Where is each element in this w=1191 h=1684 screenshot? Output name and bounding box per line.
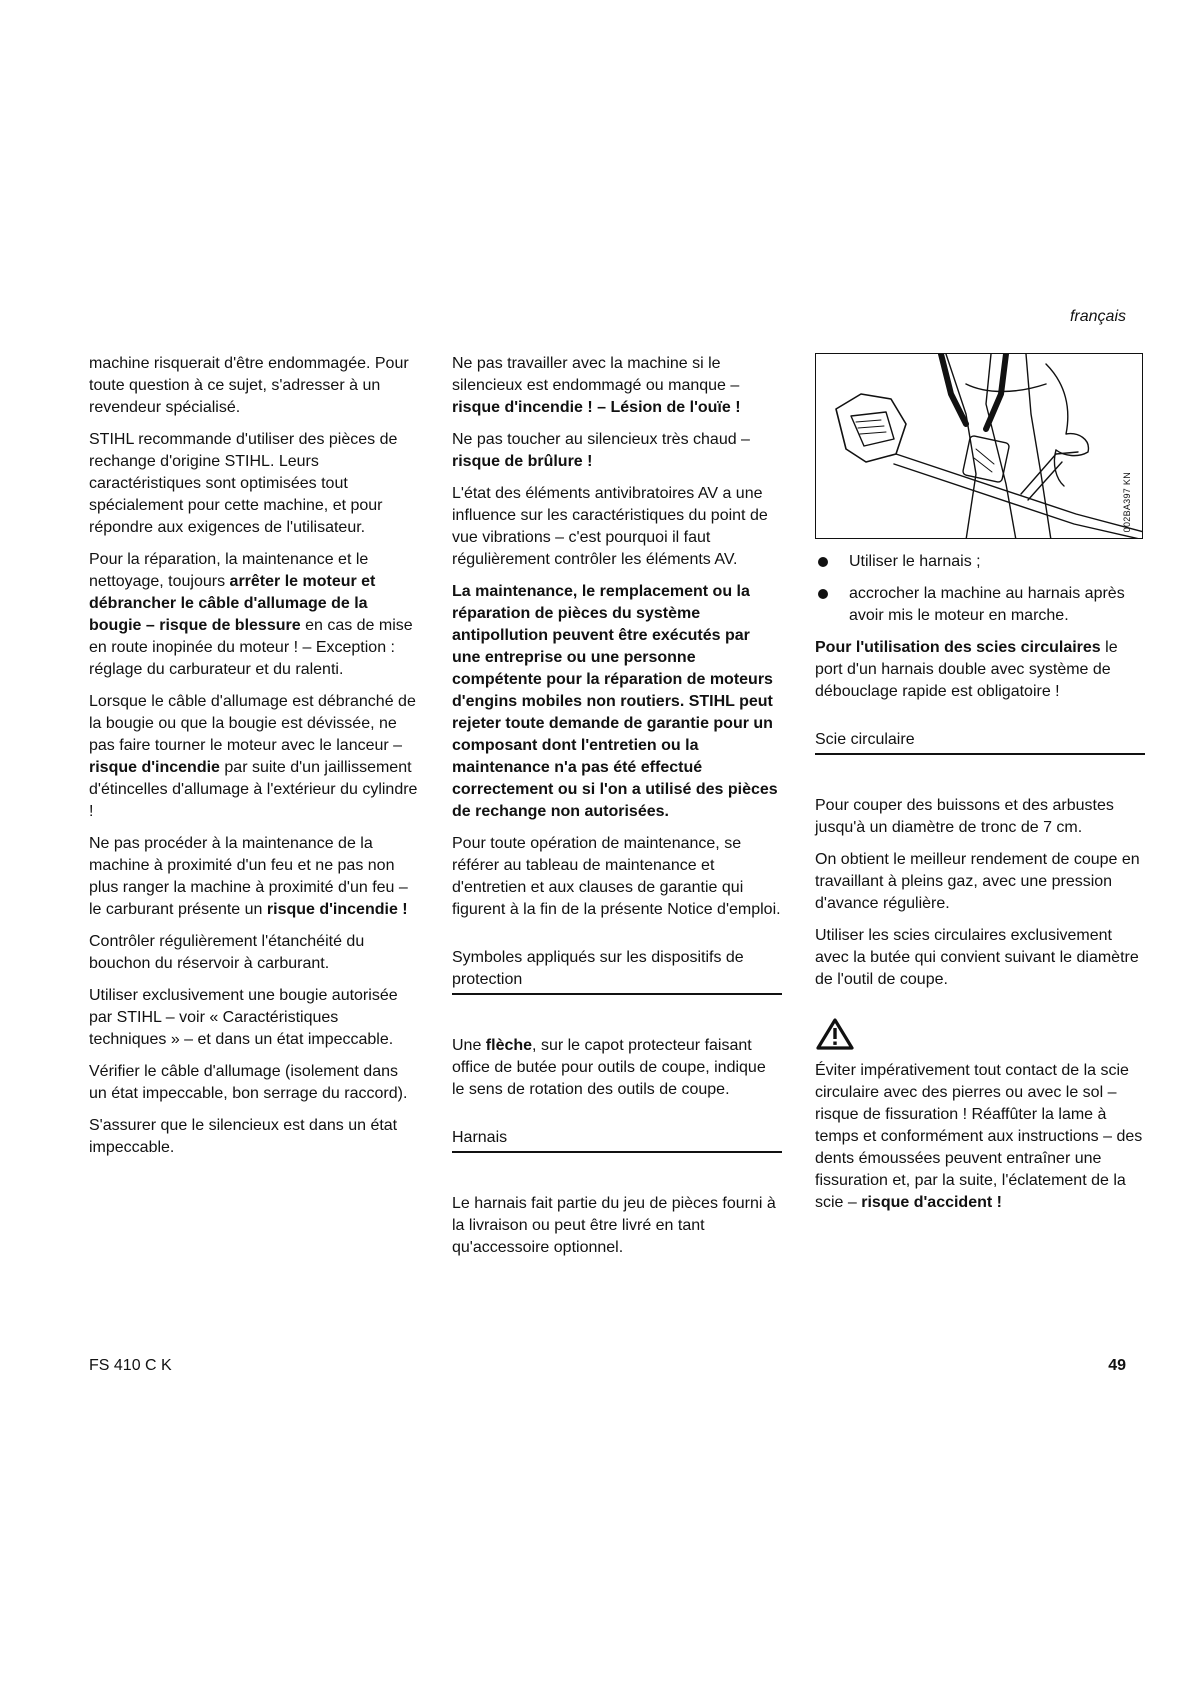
text: Lorsque le câble d'allumage est débranché de la bougie ou que la bougie est dévissée, ne pas faire tourner le moteur avec le lanceur – bbox=[89, 693, 416, 754]
column-3 bbox=[815, 353, 1145, 1224]
paragraph bbox=[452, 581, 782, 823]
bold-text: risque d'incendie ! bbox=[266, 901, 408, 918]
page-language: français bbox=[1069, 308, 1126, 325]
text: Ne pas travailler avec la machine si le silencieux est endommagé ou manque – bbox=[452, 355, 740, 394]
bold-text: risque d'incendie ! – Lésion de l'ouïe ! bbox=[452, 399, 741, 416]
paragraph: STIHL recommande d'utiliser des pièces de rechange d'origine STIHL. Leurs caractéristiques sont optimisées tout spécialement pour cette machine, et pour répondre aux exigences de l'utilisateur. bbox=[89, 431, 398, 536]
paragraph: Le harnais fait partie du jeu de pièces fourni à la livraison ou peut être livré en tant qu'accessoire optionnel. bbox=[452, 1195, 776, 1256]
section-heading-harness: Harnais bbox=[452, 1127, 782, 1153]
paragraph bbox=[89, 691, 419, 823]
text: en cas de mise en route inopinée du moteur ! – Exception : réglage du carburateur et du ralenti. bbox=[89, 617, 413, 678]
paragraph: S'assurer que le silencieux est dans un état impeccable. bbox=[89, 1117, 398, 1156]
paragraph: Pour toute opération de maintenance, se référer au tableau de maintenance et d'entretien et aux clauses de garantie qui figurent à la fin de la présente Notice d'emploi. bbox=[452, 835, 781, 918]
paragraph bbox=[815, 1060, 1145, 1214]
footer-model: FS 410 C K bbox=[89, 1357, 172, 1374]
paragraph bbox=[452, 429, 782, 473]
list-item bbox=[815, 583, 1145, 627]
paragraph: machine risquerait d'être endommagée. Pour toute question à ce sujet, s'adresser à un revendeur spécialisé. bbox=[89, 355, 409, 416]
bold-text: risque d'accident ! bbox=[861, 1194, 1002, 1211]
bold-text: flèche bbox=[485, 1037, 533, 1054]
figure-code: 002BA397 KN bbox=[1122, 471, 1132, 532]
harness-illustration bbox=[815, 353, 1143, 539]
section-heading-circular-saw: Scie circulaire bbox=[815, 729, 1145, 755]
bold-text: risque d'incendie bbox=[89, 759, 220, 776]
column-1 bbox=[89, 353, 419, 1169]
bold-text: Pour l'utilisation des scies circulaires bbox=[815, 639, 1101, 656]
paragraph bbox=[89, 833, 419, 921]
text: Pour la réparation, la maintenance et le nettoyage, toujours bbox=[89, 551, 369, 590]
text: Ne pas procéder à la maintenance de la machine à proximité d'un feu et ne pas non plus ranger la machine à proximité d'un feu – le carburant présente un bbox=[89, 835, 408, 918]
paragraph: Utiliser les scies circulaires exclusivement avec la butée qui convient suivant le diamètre de l'outil de coupe. bbox=[815, 927, 1139, 988]
paragraph: Utiliser exclusivement une bougie autorisée par STIHL – voir « Caractéristiques techniques » – et dans un état impeccable. bbox=[89, 987, 398, 1048]
page-number: 49 bbox=[1108, 1357, 1126, 1374]
paragraph: Pour couper des buissons et des arbustes jusqu'à un diamètre de tronc de 7 cm. bbox=[815, 797, 1114, 836]
paragraph bbox=[452, 353, 782, 419]
text: Éviter impérativement tout contact de la scie circulaire avec des pierres ou avec le sol – risque de fissuration ! Réaffûter la lame à temps et conformément aux instructions – des dents émoussées peuvent entraîner une fissuration et, par la suite, l'éclatement de la scie – bbox=[815, 1062, 1143, 1211]
paragraph: Contrôler régulièrement l'étanchéité du bouchon du réservoir à carburant. bbox=[89, 933, 365, 972]
list-item-text: accrocher la machine au harnais après avoir mis le moteur en marche. bbox=[849, 585, 1125, 624]
paragraph: L'état des éléments antivibratoires AV a une influence sur les caractéristiques du point de vue vibrations – c'est pourquoi il faut régulièrement contrôler les éléments AV. bbox=[452, 485, 768, 568]
paragraph bbox=[815, 637, 1145, 703]
bullet-icon bbox=[818, 589, 828, 599]
paragraph: Vérifier le câble d'allumage (isolement dans un état impeccable, bon serrage du raccord). bbox=[89, 1063, 408, 1102]
bold-text: risque de brûlure ! bbox=[452, 453, 593, 470]
text: le port d'un harnais double avec système de débouclage rapide est obligatoire ! bbox=[815, 639, 1118, 700]
brushcutter-operator-icon bbox=[816, 354, 1143, 539]
text: , sur le capot protecteur faisant office de butée pour outils de coupe, indique le sens de rotation des outils de coupe. bbox=[452, 1037, 766, 1098]
bullet-list bbox=[815, 551, 1145, 627]
list-item-text: Utiliser le harnais ; bbox=[849, 553, 981, 570]
list-item bbox=[815, 551, 1145, 573]
bold-paragraph: La maintenance, le remplacement ou la réparation de pièces du système antipollution peuvent être exécutés par une entreprise ou une personne compétente pour la réparation de moteurs d'engins mobiles non routiers. STIHL peut rejeter toute demande de garantie pour un composant dont l'entretien ou la maintenance n'a pas été effectué correctement ou si l'on a utilisé des pièces de rechange non autorisées. bbox=[452, 583, 778, 820]
warning-triangle-icon bbox=[815, 1017, 855, 1051]
bullet-icon bbox=[818, 557, 828, 567]
bold-text: arrêter le moteur et débrancher le câble d'allumage de la bougie – risque de blessure bbox=[89, 573, 376, 634]
text: Une bbox=[452, 1037, 486, 1054]
section-heading-symbols: Symboles appliqués sur les dispositifs de protection bbox=[452, 947, 782, 995]
paragraph bbox=[452, 1035, 782, 1101]
paragraph: On obtient le meilleur rendement de coupe en travaillant à pleins gaz, avec une pression d'avance régulière. bbox=[815, 851, 1140, 912]
column-2 bbox=[452, 353, 782, 1269]
paragraph bbox=[89, 549, 419, 681]
text: Ne pas toucher au silencieux très chaud – bbox=[452, 431, 750, 448]
text: par suite d'un jaillissement d'étincelles d'allumage à l'extérieur du cylindre ! bbox=[89, 759, 418, 820]
